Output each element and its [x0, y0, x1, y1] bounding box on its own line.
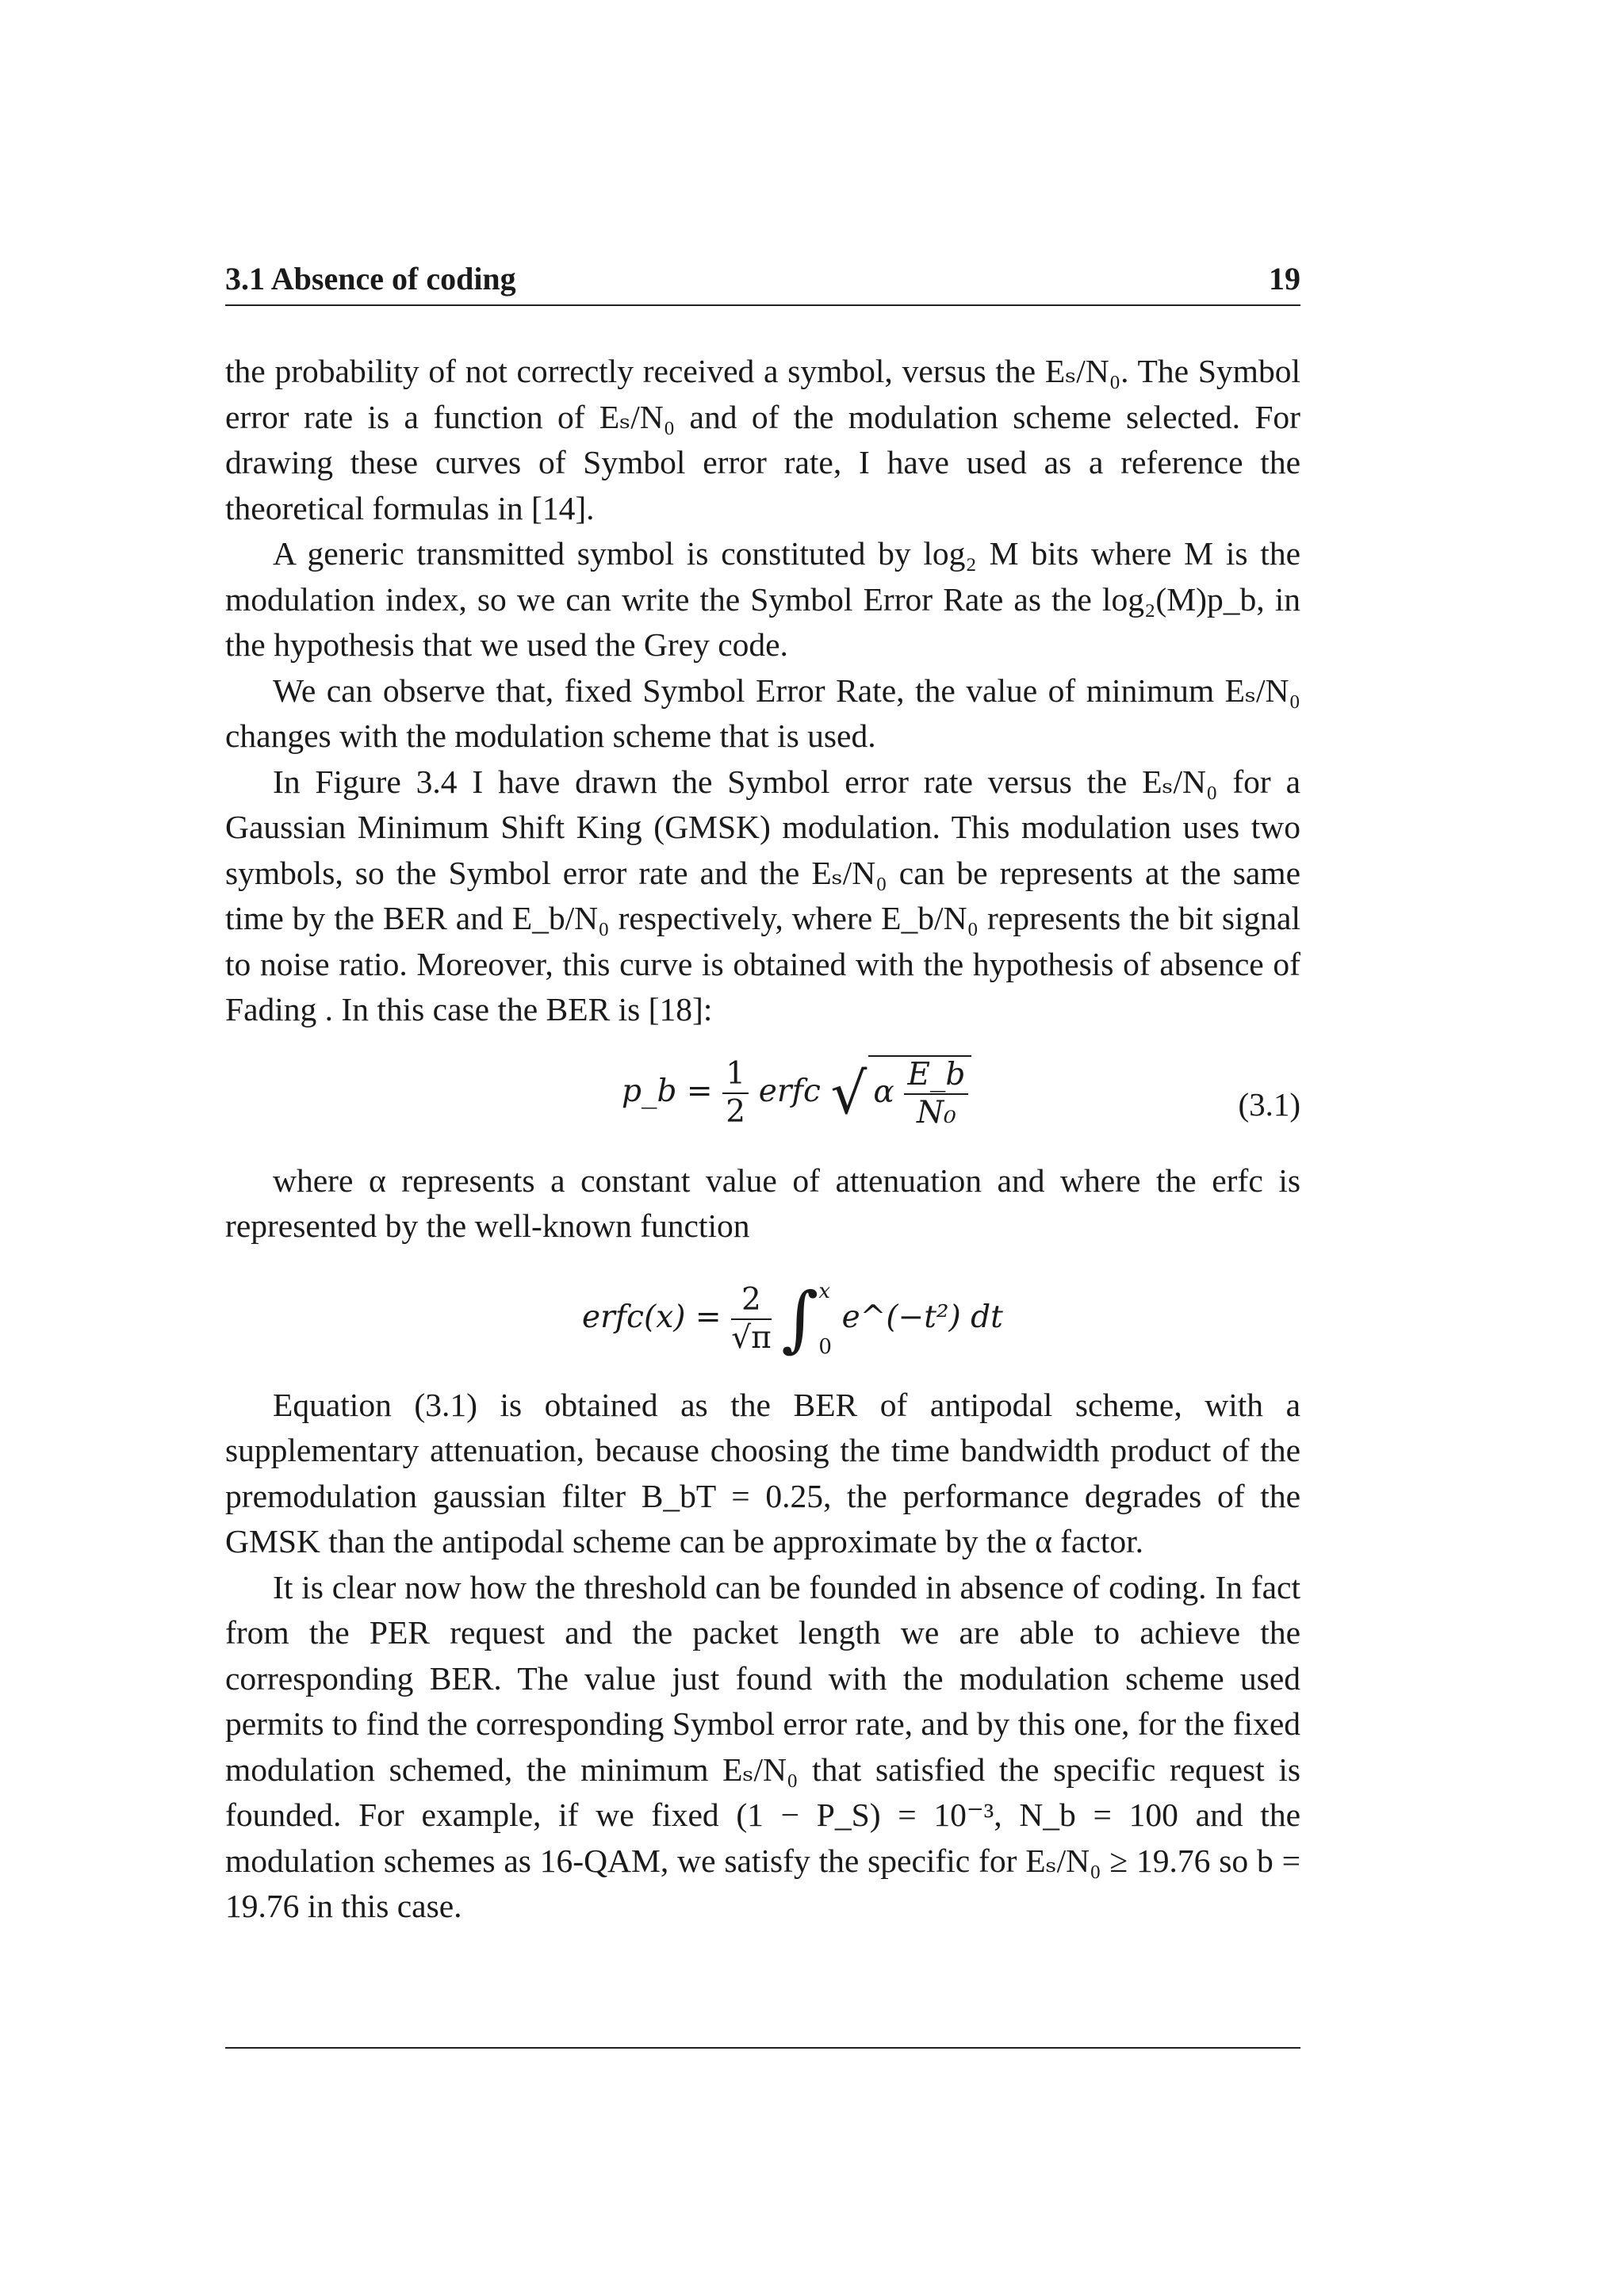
- eq1-ebn0-den: N₀: [917, 1094, 956, 1131]
- eq1-ebn0: [904, 1057, 968, 1131]
- eq2-coef: [731, 1282, 771, 1357]
- eq2-upper-limit: x: [818, 1279, 830, 1303]
- eq2-coef-num: 2: [731, 1282, 771, 1320]
- equation-erfc: [225, 1264, 1300, 1383]
- running-header: [225, 260, 1300, 306]
- eq1-erfc: erfc: [758, 1073, 821, 1109]
- eq2-lhs: erfc(x) =: [582, 1299, 722, 1335]
- paragraph-5: where α represents a constant value of attenuation and where the erfc is represented by the well-known function: [225, 1161, 1300, 1244]
- eq2-coef-den: √π: [731, 1319, 772, 1356]
- page-number: 19: [1269, 261, 1300, 297]
- eq2-lower-limit: 0: [818, 1334, 832, 1359]
- paragraph-2: A generic transmitted symbol is constituted by log₂ M bits where M is the modulation index, so we can write the Symbol Error Rate as the log₂(M)p_b, in the hypothesis that we used the Grey code.: [225, 535, 1300, 663]
- eq1-alpha: α: [873, 1073, 894, 1110]
- eq1-half: [722, 1056, 749, 1131]
- footer-rule: [225, 2047, 1300, 2049]
- eq1-half-num: 1: [722, 1056, 749, 1094]
- paragraph-1: the probability of not correctly received a symbol, versus the Eₛ/N₀. The Symbol error rate is a function of Eₛ/N₀ and of the modulation scheme selected. For drawing these curves of Symbol error rate, I have used as a reference the theoretical formulas in [14].: [225, 353, 1300, 526]
- paragraph-3: We can observe that, fixed Symbol Error Rate, the value of minimum Eₛ/N₀ changes with the modulation scheme that is used.: [225, 672, 1300, 754]
- body-text: [225, 349, 1300, 1930]
- section-title: 3.1 Absence of coding: [225, 261, 516, 297]
- equation-label: (3.1): [1238, 1085, 1300, 1123]
- paragraph-6: Equation (3.1) is obtained as the BER of antipodal scheme, with a supplementary attenuation, because choosing the time bandwidth product of the premodulation gaussian filter B_bT = 0.25, the performance degrades of the GMSK than the antipodal scheme can be approximate by the α factor.: [225, 1386, 1300, 1559]
- integral-sign-icon: ∫: [781, 1276, 819, 1360]
- paragraph-4: In Figure 3.4 I have drawn the Symbol error rate versus the Eₛ/N₀ for a Gaussian Minimum Shift King (GMSK) modulation. This modulation uses two symbols, so the Symbol error rate and the Eₛ/N₀ can be represents at the same time by the BER and E_b/N₀ respectively, where E_b/N₀ represents the bit signal to noise ratio. Moreover, this curve is obtained with the hypothesis of absence of Fading . In this case the BER is [18]:: [225, 763, 1300, 1027]
- eq1-half-den: 2: [726, 1093, 746, 1130]
- sqrt-symbol-icon: √: [830, 1059, 868, 1127]
- eq2-integrand: e^(−t²) dt: [841, 1299, 1003, 1335]
- equation-3-1: [225, 1055, 1300, 1158]
- paragraph-7: It is clear now how the threshold can be founded in absence of coding. In fact from the PER request and the packet length we are able to achieve the corresponding BER. The value just found with the modulation scheme used permits to find the corresponding Symbol error rate, and by this one, for the fixed modulation schemed, the minimum Eₛ/N₀ that satisfied the specific request is founded. For example, if we fixed (1 − P_S) = 10⁻³, N_b = 100 and the modulation schemes as 16-QAM, we satisfy the specific for Eₛ/N₀ ≥ 19.76 so b = 19.76 in this case.: [225, 1568, 1300, 1924]
- eq1-radicand: [868, 1055, 971, 1131]
- eq1-ebn0-num: E_b: [904, 1057, 968, 1095]
- eq1-lhs: p_b =: [622, 1073, 713, 1109]
- eq2-limits: [818, 1264, 832, 1375]
